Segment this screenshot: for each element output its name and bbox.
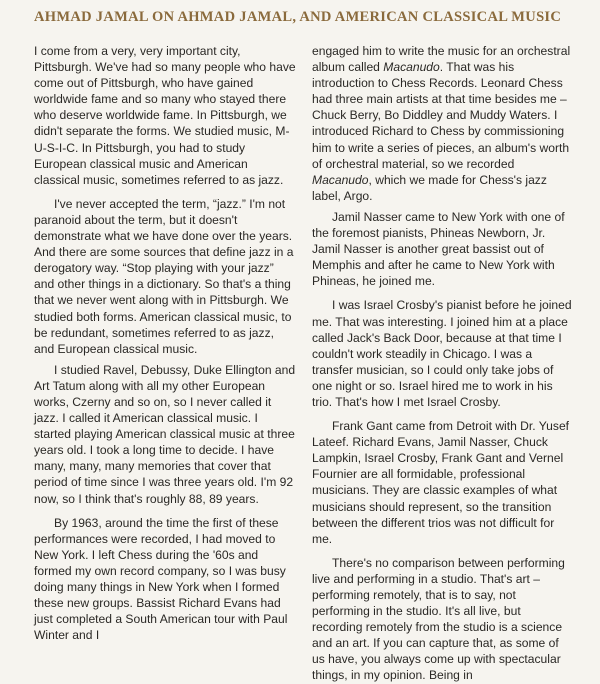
paragraph: I studied Ravel, Debussy, Duke Ellington and Art Tatum along with all my other European works, Czerny and so on, so I never called it jazz. I called it American classical music. I started playing American classical music at three years old. I took a long time to decide. I have many, many, many memories that cover that period of time since I was three years old. I'm 92 now, so I think that's roughly 88, 89 years.	[34, 362, 296, 506]
album-title: Macanudo	[312, 172, 369, 187]
right-column	[312, 43, 574, 684]
paragraph: I was Israel Crosby's pianist before he joined me. That was interesting. I joined him at a place called Jack's Back Door, because at that time I couldn't work steadily in Chicago. I was a transfer musician, so I could only take jobs of one night or so. Israel hired me to work in his trio. That's how I met Israel Crosby.	[312, 298, 572, 409]
paragraph: By 1963, around the time the first of these performances were recorded, I had moved to New York. I left Chess during the '60s and formed my own record company, so I was busy doing many things in New York when I formed these new groups. Bassist Richard Evans had just completed a South American tour with Paul Winter and I	[34, 515, 288, 643]
paragraph: I come from a very, very important city, Pittsburgh. We've had so many people who have come out of Pittsburgh, who have gained worldwide fame and so many who stayed there who deserve worldwide fame. In Pittsburgh, we didn't separate the forms. We studied music, M-U-S-I-C. In Pittsburgh, you had to study European classical music and American classical music, sometimes referred to as jazz.	[34, 44, 296, 187]
left-column	[34, 43, 296, 643]
paragraph: There's no comparison between performing live and performing in a studio. That's art – performing remotely, that is to say, not performing in the studio. It's all live, but recording remotely from the studio is a science and an art. If you can capture that, as some of us have, you always come up with spectacular things, in my opinion. Being in	[312, 555, 565, 683]
text-run: , which we made for Chess's jazz label, Argo.	[312, 172, 547, 203]
paragraph: Frank Gant came from Detroit with Dr. Yusef Lateef. Richard Evans, Jamil Nasser, Chuck Lampkin, Israel Crosby, Frank Gant and Vernel Fournier are all formidable, professional musicians. They are classic examples of what musicians should represent, so the transition between the different trios was not difficult for me.	[312, 419, 570, 546]
paragraph: I've never accepted the term, “jazz.” I'm not paranoid about the term, but it doesn't demonstrate what we have done over the years. And there are some sources that define jazz in a derogatory way. “Stop playing with your jazz” and other things in a dictionary. So that's a thing that we never went along with in Pittsburgh. We studied both forms. American classical music, to be redundant, sometimes referred to as jazz, and European classical music.	[34, 196, 294, 356]
page-heading	[34, 9, 574, 26]
paragraph	[312, 43, 574, 204]
album-title: Macanudo	[383, 60, 440, 75]
heading-name: AHMAD JAMAL	[34, 9, 149, 25]
heading-rest: ON AHMAD JAMAL, AND AMERICAN CLASSICAL MUSIC	[148, 9, 562, 25]
text-run: engaged him to write the music for an orchestral album called	[312, 44, 571, 75]
paragraph: Jamil Nasser came to New York with one of the foremost pianists, Phineas Newborn, Jr. Jamil Nasser is another great bassist out of Memphis and after he came to New York with Phineas, he joined me.	[312, 209, 565, 289]
text-run: . That was his introduction to Chess Records. Leonard Chess had three main artists at that time besides me – Chuck Berry, Bo Diddley and Muddy Waters. I introduced Richard to Chess by commissioning him to write a series of pieces, an album's worth of orchestral material, so we recorded	[312, 60, 570, 171]
